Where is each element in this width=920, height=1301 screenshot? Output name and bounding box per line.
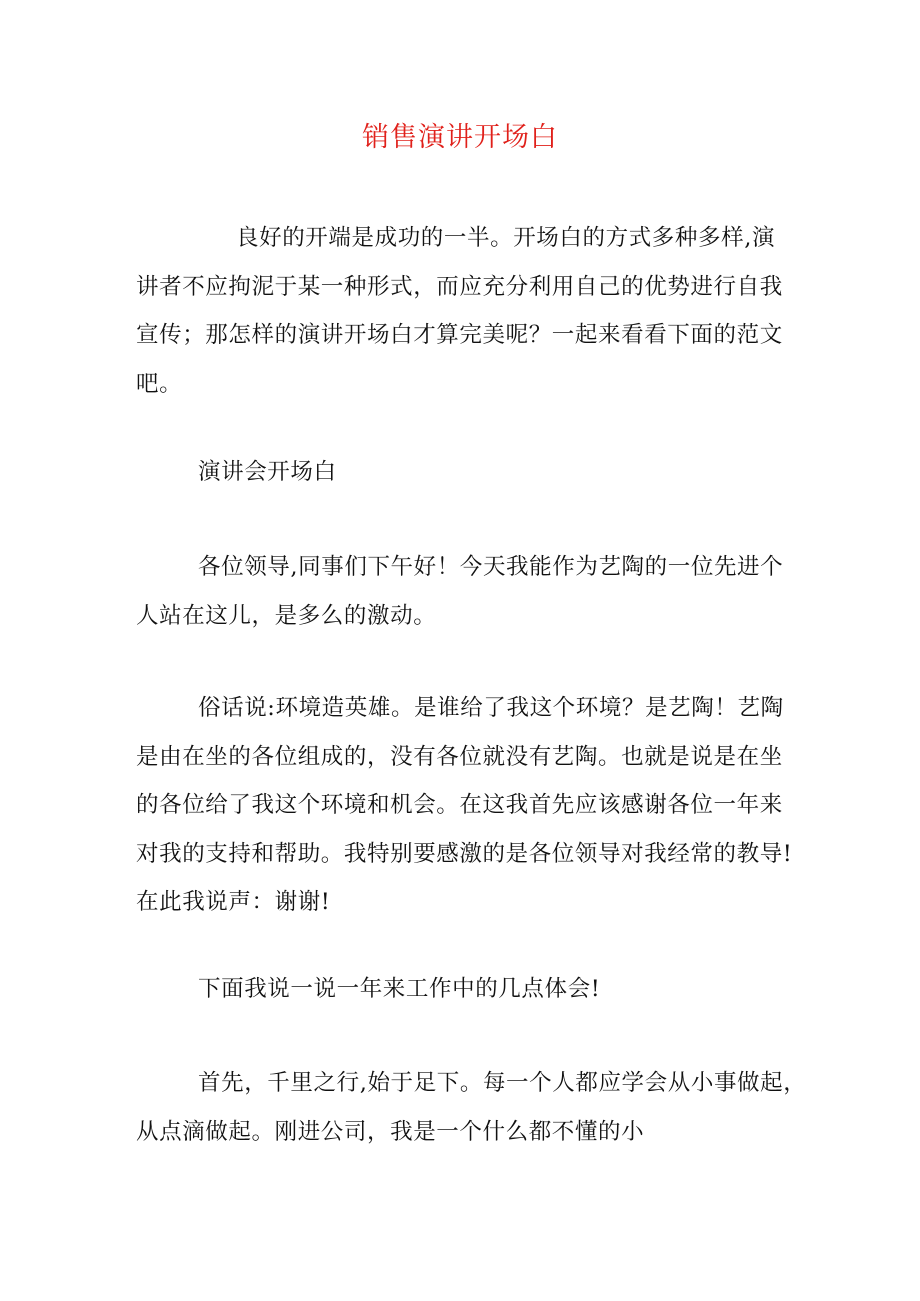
- document-title: 销售演讲开场白: [362, 122, 558, 153]
- paragraph-experience-intro: [136, 965, 796, 1014]
- paragraph-first-point: [136, 1059, 807, 1156]
- intro-paragraph: [136, 214, 796, 408]
- paragraph-greeting: [136, 543, 796, 640]
- intro-line: 讲者不应拘泥于某一种形式，而应充分利用自己的优势进行自我: [136, 273, 783, 300]
- paragraph-line: 从点滴做起。刚进公司，我是一个什么都不懂的小: [136, 1118, 645, 1145]
- section-heading: 演讲会开场白: [198, 459, 337, 485]
- paragraph-line: 在此我说声：谢谢!: [136, 889, 331, 915]
- paragraph-line: 对我的支持和帮助。我特别要感激的是各位领导对我经常的教导!: [136, 840, 793, 867]
- paragraph-line: 各位领导,同事们下午好！今天我能作为艺陶的一位先进个: [198, 554, 784, 580]
- intro-line: 宣传；那怎样的演讲开场白才算完美呢？一起来看看下面的范文: [136, 322, 783, 348]
- paragraph-line: 是由在坐的各位组成的，没有各位就没有艺陶。也就是说是在坐: [136, 743, 783, 770]
- paragraph-saying: [136, 684, 796, 927]
- paragraph-line: 首先，千里之行,始于足下。每一个人都应学会从小事做起，: [198, 1070, 807, 1096]
- intro-line: 吧。: [136, 370, 183, 397]
- paragraph-line: 人站在这儿，是多么的激动。: [136, 602, 437, 629]
- intro-line: 良好的开端是成功的一半。开场白的方式多种多样,演: [236, 225, 776, 251]
- paragraph-line: 下面我说一说一年来工作中的几点体会!: [198, 976, 601, 1002]
- paragraph-line: 的各位给了我这个环境和机会。在这我首先应该感谢各位一年来: [136, 792, 783, 818]
- paragraph-line: 俗话说:环境造英雄。是谁给了我这个环境？是艺陶！艺陶: [198, 695, 784, 721]
